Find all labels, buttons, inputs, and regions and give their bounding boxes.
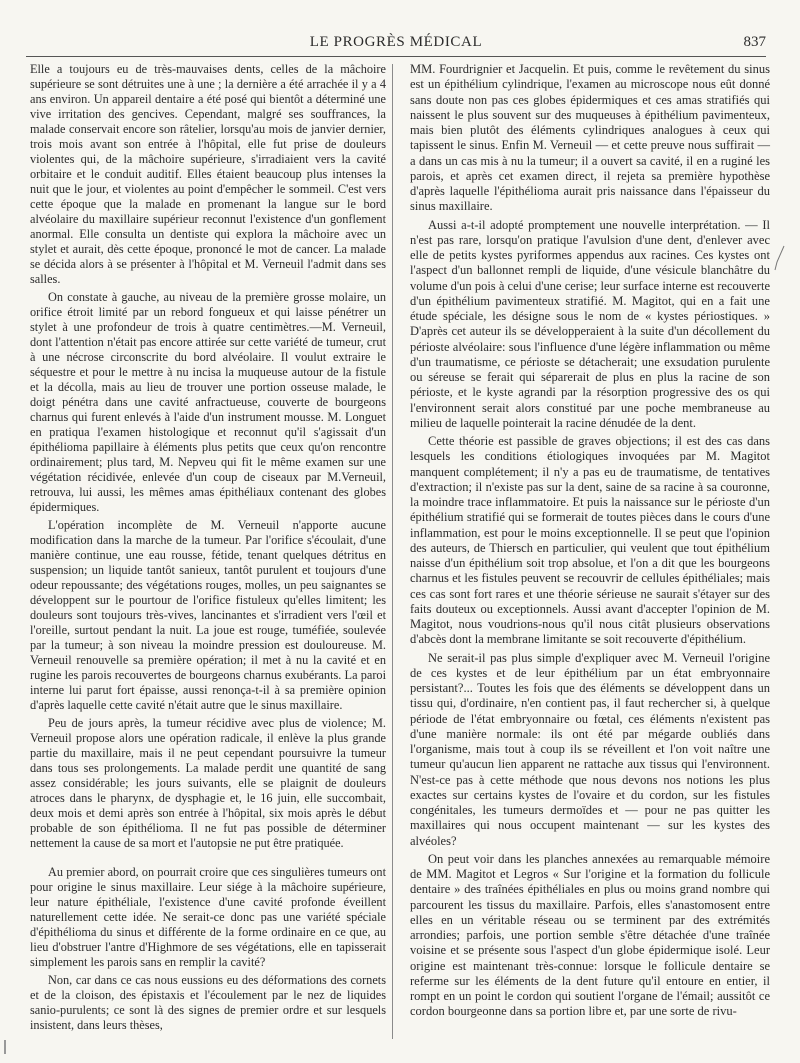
journal-title: LE PROGRÈS MÉDICAL xyxy=(309,34,483,50)
paragraph: Peu de jours après, la tumeur récidive avec plus de violence; M. Verneuil propose alors une opération radicale, il enlève la plus grande partie du maxillaire, mais il ne peut cependant poursuivre la tumeur dans tous ses prolongements. La malade perdit une quantité de sang assez considérable; les jours suivants, elle se plaignit de douleurs atroces dans le pharynx, de dysphagie et, le 16 juin, elle succombait, deux mois et demi après son entrée à l'hôpital, six mois après le début probable de son épithélioma. Il ne fut pas possible de déterminer nettement la cause de sa mort et l'autopsie ne put être pratiquée. xyxy=(30,716,386,850)
column-divider xyxy=(392,64,393,1039)
paragraph: Au premier abord, on pourrait croire que ces singulières tumeurs ont pour origine le sinus maxillaire. Leur siége à la mâchoire supérieure, leur nature épithéliale, l'existence d'une cavité profonde éveillent naturellement cette idée. Ne serait-ce donc pas une variété spéciale d'épithélioma du sinus et différente de la forme ordinaire en ce que, au lieu d'obstruer l'antre d'Highmore de ses végétations, elle en tapisserait simplement les parois sans en remplir la cavité? xyxy=(30,865,386,969)
paragraph: Aussi a-t-il adopté promptement une nouvelle interprétation. — Il n'est pas rare, lorsqu'on pratique l'avulsion d'une dent, d'enlever avec elle de petits kystes pyriformes appendus aux racines. Ces kystes ont l'aspect d'un ballonnet rempli de liquide, d'une vésicule blanchâtre du volume d'un pois à celui d'une cerise; leur surface interne est recouverte d'un épithélium pavimenteux stratifié. M. Magitot, qui en a fait une étude spéciale, les désigne sous le nom de « kystes périostiques. » D'après cet auteur ils se développeraient à la suite d'un décollement du périoste alvéolaire: sous l'influence d'une légère inflammation ou même d'un traumatisme, ce périoste se détacherait; une exsudation purulente ou séreuse se ferait qui séparerait de plus en plus la racine de son périoste, et le kyste agrandi par la résorption progressive des os qui l'environnent serait alors constitué par une poche membraneuse au milieu de laquelle pointerait la racine dénudée de la dent. xyxy=(410,217,770,430)
right-column xyxy=(410,62,770,1020)
running-header xyxy=(26,34,766,57)
paragraph: L'opération incomplète de M. Verneuil n'apporte aucune modification dans la marche de la tumeur. Par l'orifice s'écoulait, d'une manière continue, une eau rousse, fétide, tenant quelques détritus en suspension; un liquide tantôt sanieux, tantôt purulent et toujours d'une odeur repoussante; des végétations rouges, molles, un peu saignantes se développent sur le pourtour de l'orifice fistuleux qu'elles limitent; les douleurs sont toujours très-vives, lancinantes et s'irradient vers l'œil et l'oreille, surtout pendant la nuit. La joue est rouge, tuméfiée, soulevée par la tumeur; à son niveau la moindre pression est douloureuse. M. Verneuil renouvelle sa première opération; il met à nu la cavité et en rugine les parois recouvertes de bourgeons charnus exubérants. La paroi interne lui parut fort épaisse, aussi renonça-t-il à sa première opinion d'après laquelle cette cavité n'était autre que le sinus maxillaire. xyxy=(30,518,386,712)
paragraph: Ne serait-il pas plus simple d'expliquer avec M. Verneuil l'origine de ces kystes et de leur épithélium par un état embryonnaire persistant?... Toutes les fois que des éléments se développent dans un tissu qui, d'ordinaire, n'en contient pas, il faut rechercher si, à quelque période de l'état embryonnaire ou fœtal, ces éléments n'existent pas d'une manière normale: ils ont été par mégarde oubliés dans l'organisme, mais tout à coup ils se réveillent et l'on voit naître une tumeur qu'aucun lien apparent ne rattache aux tissus qui l'environnent. N'est-ce pas à cette méthode que nous devons nos notions les plus exactes sur certains kystes de l'ovaire et du cordon, sur les fistules congénitales, les tumeurs dermoïdes et — pour ne pas quitter les maxillaires qui nous occupent maintenant — sur les kystes des alvéoles? xyxy=(410,650,770,848)
paragraph: Non, car dans ce cas nous eussions eu des déformations des cornets et de la cloison, des épistaxis et l'écoulement par le nez de liquides sanio-purulents; ce sont là des signes de premier ordre et sur lesquels insistent, dans leurs thèses, xyxy=(30,973,386,1032)
paragraph: MM. Fourdrignier et Jacquelin. Et puis, comme le revêtement du sinus est un épithélium cylindrique, l'examen au microscope nous eût donné sans doute non pas ces globes épidermiques et ces amas stratifiés qui naissent le plus souvent sur des muqueuses à épithélium pavimenteux, mais bien plutôt des éléments cylindriques analogues à ceux qui tapissent le sinus. Enfin M. Verneuil — et cette preuve nous suffirait — a dans un cas mis à nu la tumeur; il a ouvert sa cavité, il en a ruginé les parois, et après cet examen direct, il rejeta sa première hypothèse d'après laquelle l'épithélioma aurait pris naissance dans l'épaisseur du sinus maxillaire. xyxy=(410,62,770,214)
paragraph: On peut voir dans les planches annexées au remarquable mémoire de MM. Magitot et Legros « Sur l'origine et la formation du follicule dentaire » des traînées épithéliales en plus ou moins grand nombre qui parcourent les tissus du maxillaire. Parfois, elles s'anastomosent entre elles en un véritable réseau ou se terminent par des extrémités arrondies; parfois, une portion semble s'être détachée d'une traînée voisine et se présente sous l'aspect d'un globe épidermique isolé. Leur origine est maintenant très-connue: lorsque le follicule dentaire se referme sur les éléments de la dent future qu'il entoure en entier, il rompt en un point le cordon qui soutient l'organe de l'émail; aussitôt ce cordon bourgeonne dans sa portion libre et, par une sorte de rivu- xyxy=(410,851,770,1019)
left-column xyxy=(30,62,386,1033)
paragraph: On constate à gauche, au niveau de la première grosse molaire, un orifice étroit limité par un rebord fongueux et qui laisse pénétrer un stylet à une profondeur de trois à quatre centimètres.—M. Verneuil, dont l'attention n'était pas encore attirée sur cette variété de tumeur, crut à une nécrose circonscrite du bord alvéolaire. Il voulut extraire le séquestre et pour le mettre à nu incisa la muqueuse autour de la fistule et la décolla, mais au lieu de trouver une portion osseuse malade, le doigt pénétra dans une cavité anfractueuse, couverte de bourgeons charnus qui furent enlevés à l'aide d'un instrument mousse. M. Longuet en pratiqua l'examen histologique et reconnut qu'il s'agissait d'un épithélioma papillaire à éléments plus petits que ceux qu'on rencontre ordinairement; plus tard, M. Nepveu qui fit le même examen sur une végétation récidivée, enlevée d'un coup de ciseaux par M.Verneuil, retrouva, lui aussi, les mêmes amas épithéliaux contenant des globes épidermiques. xyxy=(30,290,386,514)
paragraph: Cette théorie est passible de graves objections; il est des cas dans lesquels les conditions étiologiques invoquées par M. Magitot manquent complétement; il n'y a pas eu de traumatisme, de tentatives d'extraction; il n'existe pas sur la dent, saine de sa racine à sa couronne, la moindre trace inflammatoire. Et puis la naissance sur le périoste d'un épithélium stratifié qui se formerait de toutes pièces dans le cours d'une inflammation, est pour le moins exceptionnelle. Il se peut que l'opinion des auteurs, de Thiersch en particulier, qui veulent que tout épithélium naisse d'un épithélium soit trop absolue, et l'on a dit que les bourgeons charnus et les fistules peuvent se recouvrir de cellules épithéliales; mais ces cas sont fort rares et une théorie sérieuse ne saurait s'étayer sur des faits douteux ou exceptionnels. Aussi avant d'accepter l'opinion de M. Magitot, nous voudrions-nous qu'il nous citât plusieurs observations d'abcès dont la membrane limitante se soit recouverte d'épithélium. xyxy=(410,434,770,647)
paragraph: Elle a toujours eu de très-mauvaises dents, celles de la mâchoire supérieure se sont détruites une à une ; la dernière a été arrachée il y a 4 ans environ. Un appareil dentaire a été posé qui bientôt a déterminé une vive irritation des gencives. Cependant, malgré ses souffrances, la malade conservait encore son râtelier, lorsqu'au mois de janvier dernier, trois mois avant son entrée à l'hôpital, elle fut prise de douleurs violentes qui, de la mâchoire supérieure, s'irradiaient vers la cavité orbitaire et le conduit auditif. Elles étaient beaucoup plus intenses la nuit que le jour, et violentes au point d'empêcher le sommeil. C'est vers cette époque que la malade en promenant la langue sur le bord alvéolaire du maxillaire supérieur reconnut l'existence d'un gonflement anormal. Elle consulta un dentiste qui explora la mâchoire avec un stylet et aurait, dès cette époque, prononcé le mot de cancer. La malade se décida alors à se présenter à l'hôpital et M. Verneuil l'admit dans ses salles. xyxy=(30,62,386,286)
margin-pencil-mark xyxy=(774,244,786,272)
margin-mark xyxy=(4,1040,6,1054)
page-number: 837 xyxy=(743,34,766,50)
